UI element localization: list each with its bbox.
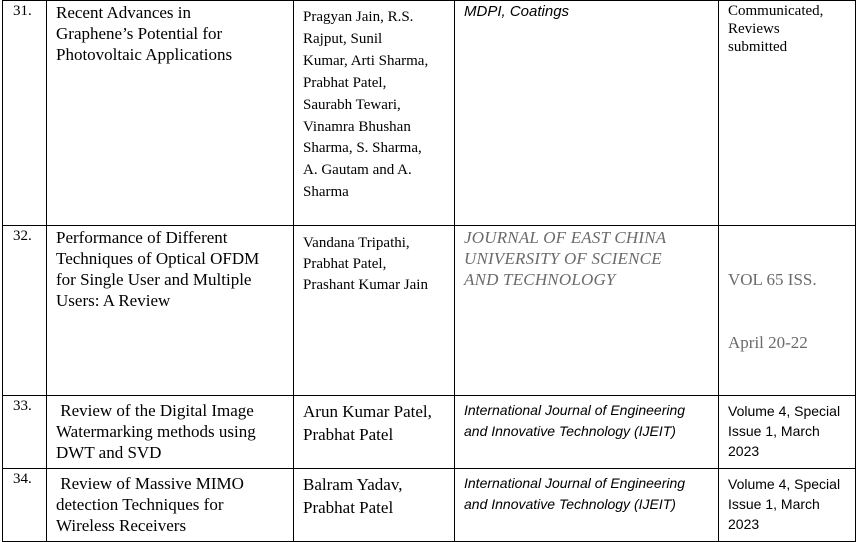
table-row xyxy=(3,469,856,542)
row-number: 31. xyxy=(3,1,47,226)
paper-authors: Balram Yadav, Prabhat Patel xyxy=(294,469,455,542)
paper-authors: Arun Kumar Patel, Prabhat Patel xyxy=(294,396,455,469)
table-row xyxy=(3,1,856,226)
paper-journal: MDPI, Coatings xyxy=(455,1,719,226)
paper-journal: International Journal of Engineering and Innovative Technology (IJEIT) xyxy=(455,469,719,542)
row-number: 33. xyxy=(3,396,47,469)
paper-journal: JOURNAL OF EAST CHINA UNIVERSITY OF SCIENCE AND TECHNOLOGY xyxy=(455,226,719,396)
publications-table xyxy=(2,0,856,542)
row-number: 32. xyxy=(3,226,47,396)
paper-status: VOL 65 ISS. April 20-22 xyxy=(719,226,856,396)
paper-status: Volume 4, Special Issue 1, March 2023 xyxy=(719,469,856,542)
paper-status: Communicated, Reviews submitted xyxy=(719,1,856,226)
paper-authors: Vandana Tripathi, Prabhat Patel, Prashant Kumar Jain xyxy=(294,226,455,396)
paper-status: Volume 4, Special Issue 1, March 2023 xyxy=(719,396,856,469)
paper-authors: Pragyan Jain, R.S. Rajput, Sunil Kumar, Arti Sharma, Prabhat Patel, Saurabh Tewari, Vinamra Bhushan Sharma, S. Sharma, A. Gautam and A. Sharma xyxy=(294,1,455,226)
table-row xyxy=(3,396,856,469)
paper-title: Review of Massive MIMO detection Techniques for Wireless Receivers xyxy=(47,469,294,542)
row-number: 34. xyxy=(3,469,47,542)
paper-title: Performance of Different Techniques of Optical OFDM for Single User and Multiple Users: A Review xyxy=(47,226,294,396)
table-row xyxy=(3,226,856,396)
paper-title: Review of the Digital Image Watermarking methods using DWT and SVD xyxy=(47,396,294,469)
paper-title: Recent Advances in Graphene’s Potential for Photovoltaic Applications xyxy=(47,1,294,226)
paper-journal: International Journal of Engineering and Innovative Technology (IJEIT) xyxy=(455,396,719,469)
